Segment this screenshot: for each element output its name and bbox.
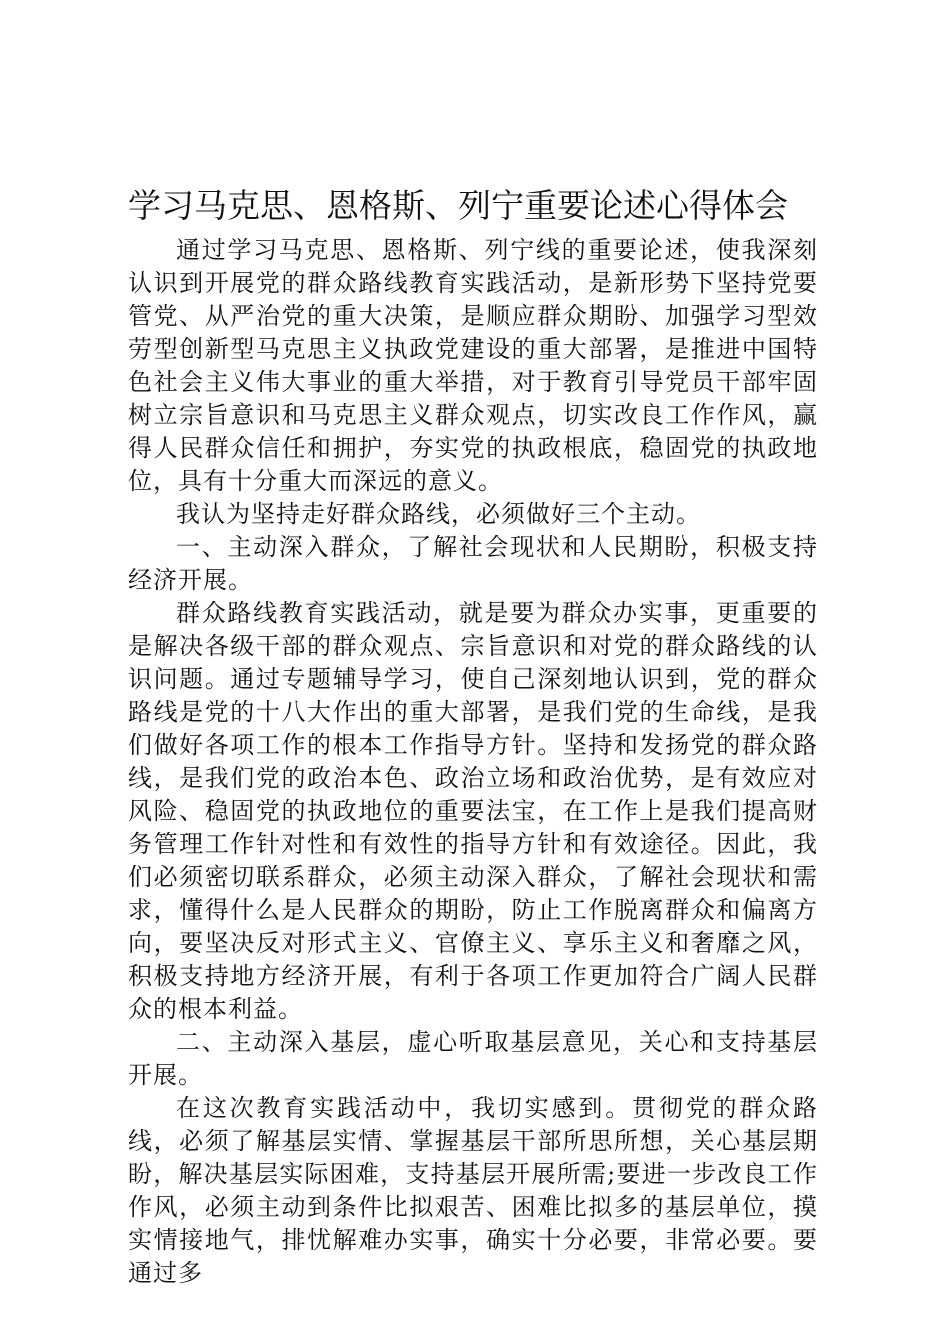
paragraph-three-initiatives: 我认为坚持走好群众路线，必须做好三个主动。 <box>176 500 701 528</box>
paragraph-mass-line: 群众路线教育实践活动，就是要为群众办实事，更重要的是解决各级干部的群众观点、宗旨意识和对党的群众路线的认识问题。通过专题辅导学习，使自己深刻地认识到，党的群众路线是党的十八大作出的重大部署，是我们党的生命线，是我们做好各项工作的根本工作指导方针。坚持和发扬党的群众路线，是我们党的政治本色、政治立场和政治优势，是有效应对风险、稳固党的执政地位的重要法宝，在工作上是我们提高财务管理工作针对性和有效性的指导方针和有效途径。因此，我们必须密切联系群众，必须主动深入群众，了解社会现状和需求，懂得什么是人民群众的期盼，防止工作脱离群众和偏离方向，要坚决反对形式主义、官僚主义、享乐主义和奢靡之风，积极支持地方经济开展，有利于各项工作更加符合广阔人民群众的根本利益。 <box>128 599 818 1023</box>
paragraph-intro: 通过学习马克思、恩格斯、列宁线的重要论述，使我深刻认识到开展党的群众路线教育实践活动，是新形势下坚持党要管党、从严治党的重大决策，是顺应群众期盼、加强学习型效劳型创新型马克思主义执政党建设的重大部署，是推进中国特色社会主义伟大事业的重大举措，对于教育引导党员干部牢固树立宗旨意识和马克思主义群众观点，切实改良工作作风，赢得人民群众信任和拥护，夯实党的执政根底，稳固党的执政地位，具有十分重大而深远的意义。 <box>128 236 818 495</box>
section-heading-2: 二、主动深入基层，虚心听取基层意见，关心和支持基层开展。 <box>128 1028 818 1089</box>
section-heading-1: 一、主动深入群众，了解社会现状和人民期盼，积极支持经济开展。 <box>128 533 818 594</box>
document-title: 学习马克思、恩格斯、列宁重要论述心得体会 <box>128 186 788 225</box>
paragraph-grassroots: 在这次教育实践活动中，我切实感到。贯彻党的群众路线，必须了解基层实情、掌握基层干部所思所想，关心基层期盼，解决基层实际困难，支持基层开展所需;要进一步改良工作作风，必须主动到条件比拟艰苦、困难比拟多的基层单位，摸实情接地气，排忧解难办实事，确实十分必要，非常必要。要通过多 <box>128 1094 818 1287</box>
document-body <box>128 234 818 1290</box>
